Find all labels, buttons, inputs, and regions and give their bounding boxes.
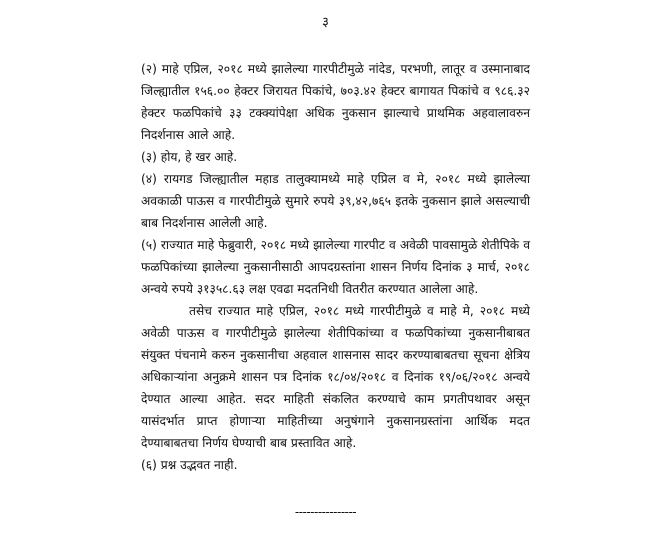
- answer-item-4: (४) रायगड जिल्ह्यातील महाड तालुक्यामध्ये माहे एप्रिल व मे, २०१८ मध्ये झालेल्या अवकाळी पाऊस व गारपीटीमुळे सुमारे रुपये ३९,४२,७६५ इतके नुकसान झाले असल्याची बाब निदर्शनास आलेली आहे.: [141, 172, 530, 230]
- end-divider: ----------------: [294, 505, 357, 519]
- answer-item-5-continued: तसेच राज्यात माहे एप्रिल, २०१८ मध्ये गारपीटीमुळे व माहे मे, २०१८ मध्ये अवेळी पाऊस व गारपीटीमुळे झालेल्या शेतीपिकांच्या व फळपिकांच्या नुकसानीबाबत संयुक्त पंचनामे करुन नुकसानीचा अहवाल शासनास सादर करण्याबाबतचा सूचना क्षेत्रिय अधिकाऱ्यांना अनुक्रमे शासन पत्र दिनांक १८/०४/२०१८ व दिनांक १९/०६/२०१८ अन्वये देण्यात आल्या आहेत. सदर माहिती संकलित करण्याचे काम प्रगतीपथावर असून यासंदर्भात प्राप्त होणाऱ्या माहितीच्या अनुषंगाने नुकसानग्रस्तांना आर्थिक मदत देण्याबाबतचा निर्णय घेण्याची बाब प्रस्तावित आहे.: [141, 304, 530, 450]
- answer-body: [141, 58, 530, 476]
- answer-item-6: (६) प्रश्न उद्भवत नाही.: [141, 458, 238, 472]
- answer-item-5: (५) राज्यात माहे फेब्रुवारी, २०१८ मध्ये झालेल्या गारपीट व अवेळी पावसामुळे शेतीपिके व फळपिकांच्या झालेल्या नुकसानीसाठी आपदग्रस्तांना शासन निर्णय दिनांक ३ मार्च, २०१८ अन्वये रुपये ३१३५८.६३ लक्ष एवढा मदतनिधी वितरीत करण्यात आलेला आहे.: [141, 238, 530, 296]
- answer-item-3: (३) होय, हे खर आहे.: [141, 150, 238, 164]
- page-number: ३: [322, 15, 329, 30]
- answer-item-2: (२) माहे एप्रिल, २०१८ मध्ये झालेल्या गारपीटीमुळे नांदेड, परभणी, लातूर व उस्मानाबाद जिल्ह्यातील १५६.०० हेक्टर जिरायत पिकांचे, ७०३.४२ हेक्टर बागायत पिकांचे व ९८६.३२ हेक्टर फळपिकांचे ३३ टक्क्यांपेक्षा अधिक नुकसान झाल्याचे प्राथमिक अहवालावरुन निदर्शनास आले आहे.: [141, 62, 530, 142]
